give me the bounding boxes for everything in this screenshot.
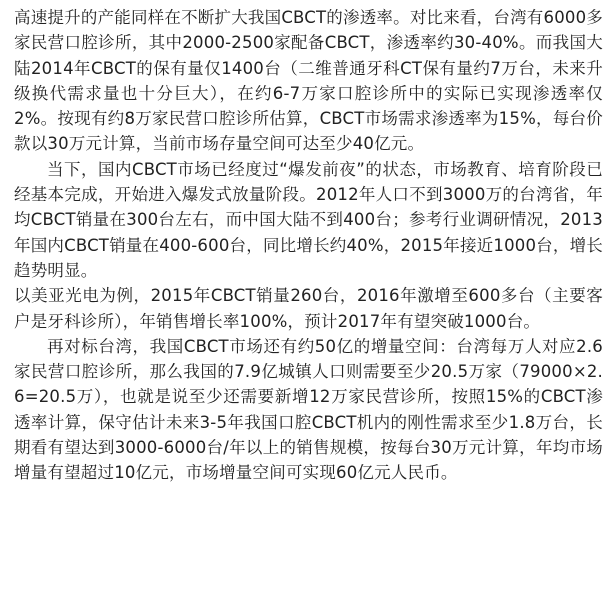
- paragraph-penetration-rate: 高速提升的产能同样在不断扩大我国CBCT的渗透率。对比来看，台湾有6000多家民营口腔诊所，其中2000-2500家配备CBCT，渗透率约30-40%。而我国大陆2014年CBCT的保有量仅1400台（二维普通牙科CT保有量约7万台，未来升级换代需求量也十分巨大），在约6-7万家口腔诊所中的实际已实现渗透率仅2%。按现有约8万家民营口腔诊所估算，CBCT市场需求渗透率为15%，每台价款以30万元计算，当前市场存量空间可达至少40亿元。: [14, 8, 603, 154]
- paragraph-taiwan-benchmark: 再对标台湾，我国CBCT市场还有约50亿的增量空间：台湾每万人对应2.6家民营口腔诊所，那么我国的7.9亿城镇人口则需要至少20.5万家（79000×2.6=20.5万），也就是说至少还需要新增12万家民营诊所，按照15%的CBCT渗透率计算，保守估计未来3-5年我国口腔CBCT机内的刚性需求至少1.8万台，长期看有望达到3000-6000台/年以上的销售规模，按每台30万元计算，年均市场增量有望超过10亿元，市场增量空间可实现60亿元人民币。: [14, 336, 603, 483]
- paragraph-market-explosion: 当下，国内CBCT市场已经度过“爆发前夜”的状态，市场教育、培育阶段已经基本完成，开始进入爆发式放量阶段。2012年人口不到3000万的台湾省，年均CBCT销量在300台左右，而中国大陆不到400台；参考行业调研情况，2013年国内CBCT销量在400-600台，同比增长约40%，2015年接近1000台，增长趋势明显。: [14, 159, 603, 280]
- paragraph-meyer-example: 以美亚光电为例，2015年CBCT销量260台，2016年激增至600多台（主要客户是牙科诊所），年销售增长率100%，预计2017年有望突破1000台。: [14, 286, 603, 331]
